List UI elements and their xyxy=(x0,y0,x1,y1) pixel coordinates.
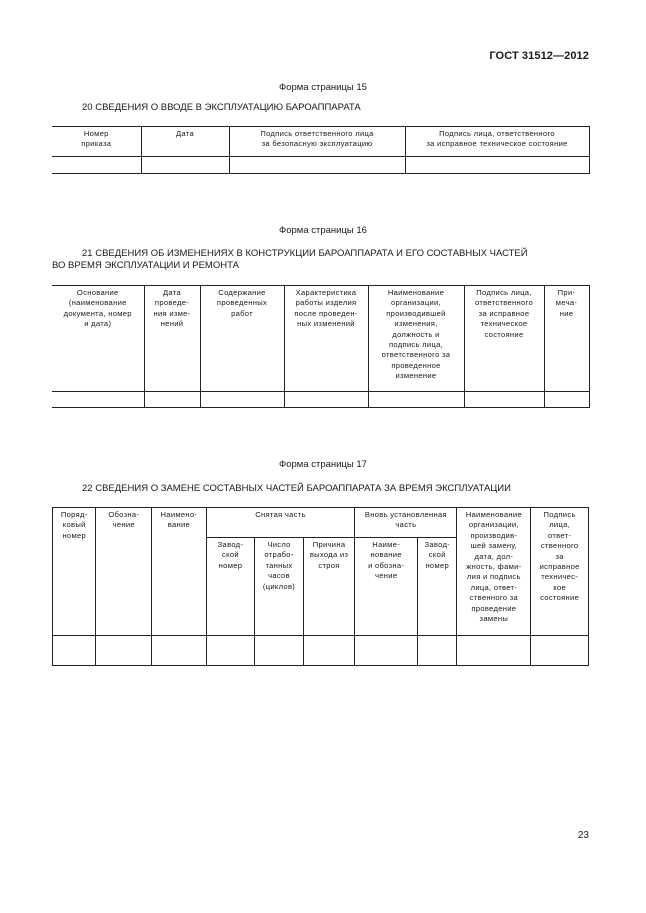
table-row xyxy=(52,157,589,174)
col-removed-serial: Завод- ской номер xyxy=(206,538,255,636)
col-organization: Наименование организации, производившей изменения, должность и подпись лица, ответственного за проведенное изменение xyxy=(368,286,464,392)
table-commissioning xyxy=(52,126,590,174)
table-design-changes xyxy=(52,285,590,408)
page-number: 23 xyxy=(577,830,589,841)
col-new-serial: Завод- ской номер xyxy=(418,538,457,636)
col-responsible-signature: Подпись лица, ответ- ственного за исправное техничес- кое состояние xyxy=(531,508,589,636)
col-basis: Основание (наименование документа, номер и дата) xyxy=(52,286,144,392)
section-20-title: 20 СВЕДЕНИЯ О ВВОДЕ В ЭКСПЛУАТАЦИЮ БАРОАППАРАТА xyxy=(82,102,361,113)
table-header-row xyxy=(53,508,589,538)
group-removed-part: Снятая часть xyxy=(206,508,355,538)
col-technical-signature: Подпись лица, ответственного за исправное техническое состояние xyxy=(405,127,589,157)
col-safety-signature: Подпись ответственного лица за безопасную эксплуатацию xyxy=(229,127,405,157)
col-date: Дата xyxy=(141,127,229,157)
table-parts-replacement xyxy=(52,507,589,666)
form-label-17: Форма страницы 17 xyxy=(279,459,367,470)
col-order-number: Номер приказа xyxy=(52,127,141,157)
form-label-15: Форма страницы 15 xyxy=(279,82,367,93)
col-removed-reason: Причина выхода из строя xyxy=(303,538,355,636)
table-header-row xyxy=(52,286,589,392)
col-designation: Обозна- чение xyxy=(96,508,152,636)
col-removed-hours: Число отрабо- танных часов (циклов) xyxy=(255,538,304,636)
table-row xyxy=(52,392,589,408)
section-22-title: 22 СВЕДЕНИЯ О ЗАМЕНЕ СОСТАВНЫХ ЧАСТЕЙ БАРОАППАРАТА ЗА ВРЕМЯ ЭКСПЛУАТАЦИИ xyxy=(82,483,511,494)
form-label-16: Форма страницы 16 xyxy=(279,225,367,236)
section-21-title-line1: 21 СВЕДЕНИЯ ОБ ИЗМЕНЕНИЯХ В КОНСТРУКЦИИ БАРОАППАРАТА И ЕГО СОСТАВНЫХ ЧАСТЕЙ xyxy=(82,248,528,259)
col-note: При- меча- ние xyxy=(544,286,589,392)
group-new-part: Вновь установленная часть xyxy=(355,508,457,538)
col-work-content: Содержание проведенных работ xyxy=(200,286,284,392)
table-header-row xyxy=(52,127,589,157)
table-row xyxy=(53,636,589,666)
col-characteristic: Характеристика работы изделия после проведен- ных изменений xyxy=(284,286,368,392)
document-code: ГОСТ 31512—2012 xyxy=(489,50,589,62)
col-order-no: Поряд- ковый номер xyxy=(53,508,96,636)
section-21-title-line2: ВО ВРЕМЯ ЭКСПЛУАТАЦИИ И РЕМОНТА xyxy=(52,260,239,271)
col-signature: Подпись лица, ответственного за исправное техническое состояние xyxy=(464,286,544,392)
col-replacement-org: Наименование организации, производив- шей замену, дата, дол- жность, фами- лия и подпись лица, ответ- ственного за проведение замены xyxy=(457,508,531,636)
col-new-name: Наиме- нование и обозна- чение xyxy=(355,538,418,636)
col-name: Наимено- вание xyxy=(152,508,207,636)
col-change-date: Дата проведе- ния изме- нений xyxy=(144,286,200,392)
